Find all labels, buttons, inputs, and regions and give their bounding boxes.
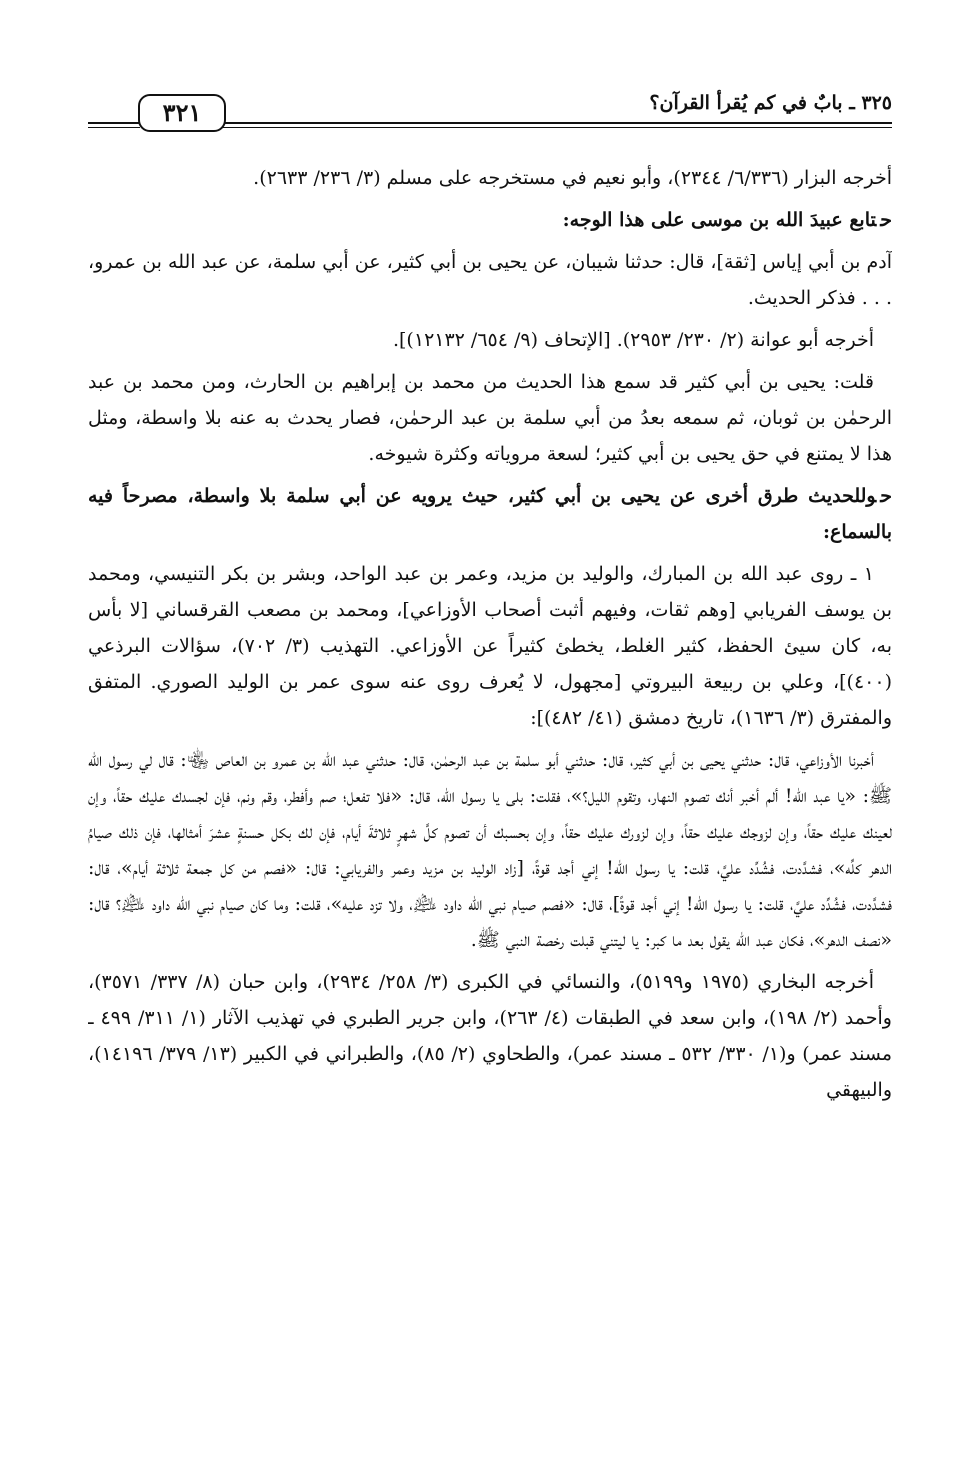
section-heading <box>88 478 892 550</box>
paragraph <box>88 160 892 196</box>
header-rule-left-thin <box>88 127 140 128</box>
paragraph-text: أخرجه البخاري (١٩٧٥ و٥١٩٩)، والنسائي في الكبرى (٣/ ٢٥٨/ ٢٩٣٤)، وابن حبان (٨/ ٣٣٧/ ٣٥٧١)، وأحمد (٢/ ١٩٨)، وابن سعد في الطبقات (٤/ ٢٦٣)، وابن جرير الطبري في تهذيب الآثار (١/ ٣١١/ ٤٩٩ ـ مسند عمر) و(١/ ٣٣٠/ ٥٣٢ ـ مسند عمر)، والطحاوي (٢/ ٨٥)، والطبراني في الكبير (١٣/ ٣٧٩/ ١٤١٩٦)، والبيهقي <box>88 971 892 1101</box>
paragraph-text: آدم بن أبي إياس [ثقة]، قال: حدثنا شيبان، عن يحيى بن أبي كثير، عن أبي سلمة، عن عبد الله بن عمرو، . . . فذكر الحديث. <box>88 251 892 309</box>
page-body <box>88 160 892 1430</box>
running-title: ٣٢٥ ـ بابٌ في كم يُقرأ القرآن؟ <box>649 92 892 114</box>
page-header <box>88 88 892 144</box>
header-rule <box>218 122 892 124</box>
header-rule-left <box>88 122 140 124</box>
section-heading <box>88 202 892 238</box>
paragraph <box>88 244 892 316</box>
paragraph <box>88 322 892 358</box>
header-rule-thin <box>218 127 892 128</box>
paragraph-text: وللحديث طرق أخرى عن يحيى بن أبي كثير، حيث يرويه عن أبي سلمة بلا واسطة، مصرحاً فيه بالسماع: <box>88 485 892 543</box>
paragraph-text: تابع عبيدَ الله بن موسى على هذا الوجه: <box>562 209 877 231</box>
paragraph <box>88 742 892 958</box>
section-marker-icon: ح <box>880 209 892 231</box>
page-number-frame <box>138 94 226 132</box>
page-number: ٣٢١ <box>162 98 202 127</box>
paragraph-text: أخبرنا الأوزاعي، قال: حدثني يحيى بن أبي كثير، قال: حدثني أبو سلمة بن عبد الرحمٰن، قال: حدثني عبد الله بن عمرو بن العاص ﵄: قال لي رسول الله ﷺ: «يا عبد الله! ألم أخبر أنك تصوم النهار، وتقوم الليل؟»، فقلت: بلى يا رسول الله، قال: «فلا تفعل؛ صم وأفطر، وقم ونم، فإن لجسدك عليك حقاً، وإن لعينك عليك حقاً، وإن لزوجك عليك حقاً، وإن لزورك عليك حقاً، وإن بحسبك أن تصوم كلَّ شهرٍ ثلاثةَ أيام، فإن لك بكل حسنةٍ عشرَ أمثالها، فإن ذلك صيامُ الدهر كلِّه»، فشدَّدت، فشُدِّد عليَّ، قلت: يا رسول الله! إني أجد قوةً، [زاد الوليد بن مزيد وعمر والفريابي: قال: «فصم من كل جمعة ثلاثة أيام»، قال: فشدَّدت، فشُدِّد عليَّ، قلت: يا رسول الله! إني أجد قوةً]، قال: «فصم صيام نبي الله داود ﵇، ولا تزد عليه»، قلت: وما كان صيام نبي الله داود ﵇؟ قال: «نصف الدهر»، فكان عبد الله يقول بعد ما كبر: يا ليتني قبلت رخصة النبي ﷺ. <box>88 749 892 951</box>
paragraph-text: أخرجه البزار (٦/٣٣٦/ ٢٣٤٤)، وأبو نعيم في مستخرجه على مسلم (٣/ ٢٣٦/ ٢٦٣٣). <box>253 167 892 189</box>
paragraph <box>88 364 892 472</box>
paragraph <box>88 964 892 1108</box>
paragraph-text: ١ ـ روى عبد الله بن المبارك، والوليد بن مزيد، وعمر بن عبد الواحد، وبشر بن بكر التنيسي، ومحمد بن يوسف الفريابي [وهم ثقات، وفيهم أثبت أصحاب الأوزاعي]، ومحمد بن مصعب القرقساني [لا بأس به، كان سيئ الحفظ، كثير الغلط، يخطئ كثيراً عن الأوزاعي. التهذيب (٣/ ٧٠٢)، سؤالات البرذعي (٤٠٠)]، وعلي بن ربيعة البيروتي [مجهول، لا يُعرف روى عنه سوى عمر بن الوليد الصوري. المتفق والمفترق (٣/ ١٦٣٦)، تاريخ دمشق (٤١/ ٤٨٢)]: <box>88 563 892 729</box>
paragraph-text: أخرجه أبو عوانة (٢/ ٢٣٠/ ٢٩٥٣). [الإتحاف (٩/ ٦٥٤/ ١٢١٣٢)]. <box>392 329 874 351</box>
paragraph <box>88 556 892 736</box>
paragraph-text: قلت: يحيى بن أبي كثير قد سمع هذا الحديث من محمد بن إبراهيم بن الحارث، ومن محمد بن عبد الرحمٰن بن ثوبان، ثم سمعه بعدُ من أبي سلمة بن عبد الرحمٰن، فصار يحدث به عنه بلا واسطة، ومثل هذا لا يمتنع في حق يحيى بن أبي كثير؛ لسعة مروياته وكثرة شيوخه. <box>88 371 892 465</box>
section-marker-icon: ح <box>880 485 892 507</box>
